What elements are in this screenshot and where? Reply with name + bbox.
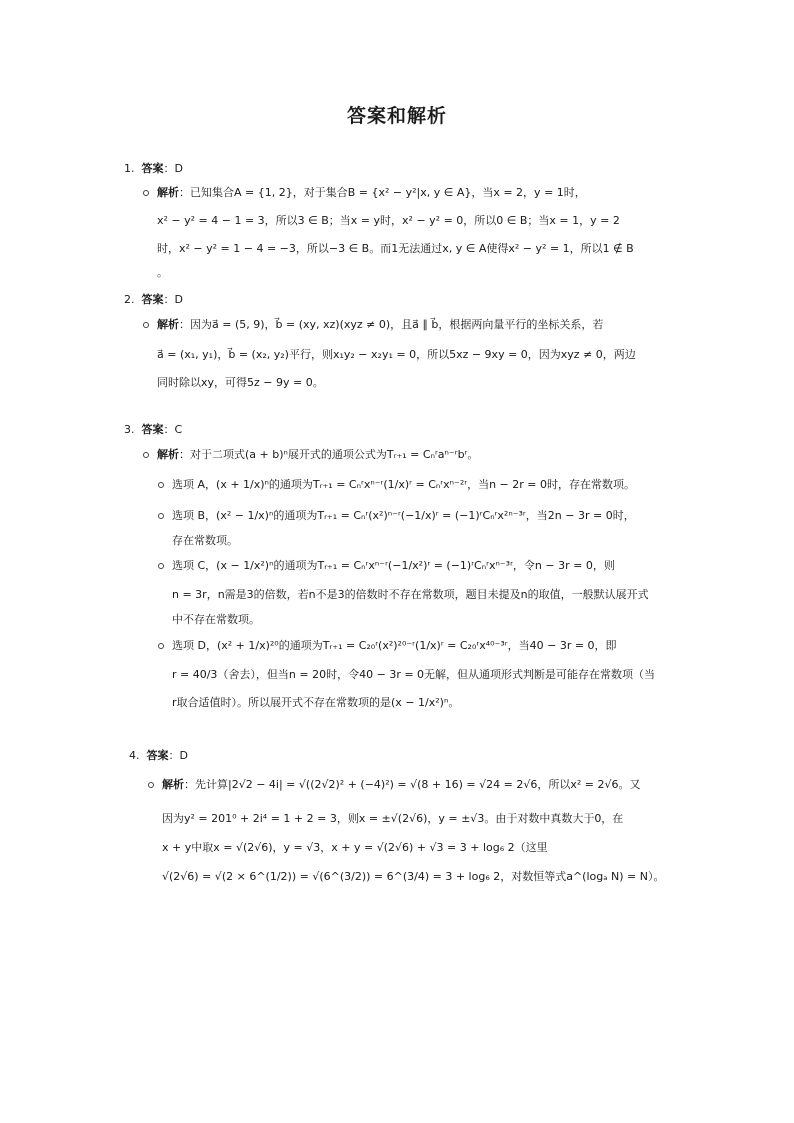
answer-value: ：D — [163, 162, 183, 175]
option-d-line: r = 40/3（舍去），但当n = 20时，令40 − 3r = 0无解，但从通项形式判断是可能存在常数项（当 — [172, 668, 656, 681]
analysis-line — [157, 446, 478, 462]
answer-label: 答案 — [141, 162, 164, 175]
analysis-line: x² − y² = 4 − 1 = 3，所以3 ∈ B；当x = y时，x² − y² = 0，所以0 ∈ B；当x = 1，y = 2 — [157, 214, 620, 227]
analysis-line — [162, 776, 640, 792]
analysis-label: 解析 — [157, 186, 179, 199]
analysis-line: 。 — [157, 266, 168, 279]
answer-value: ：D — [168, 749, 188, 762]
option-a-line: 选项 A，(x + 1/x)ⁿ的通项为Tᵣ₊₁ = Cₙʳxⁿ⁻ʳ(1/x)ʳ = Cₙʳxⁿ⁻²ʳ，当n − 2r = 0时，存在常数项。 — [172, 478, 635, 491]
question-2 — [124, 291, 183, 307]
bullet-icon — [143, 452, 149, 458]
option-d-line: 选项 D，(x² + 1/x)²⁰的通项为Tᵣ₊₁ = C₂₀ʳ(x²)²⁰⁻ʳ(1/x)ʳ = C₂₀ʳx⁴⁰⁻³ʳ，当40 − 3r = 0，即 — [172, 639, 617, 652]
question-number: 4. — [129, 749, 140, 762]
analysis-line: a⃗ = (x₁, y₁)，b⃗ = (x₂, y₂)平行，则x₁y₂ − x₂y₁ = 0，所以5xz − 9xy = 0，因为xyz ≠ 0，两边 — [157, 348, 636, 361]
question-4 — [129, 747, 188, 763]
question-3 — [124, 421, 182, 437]
answer-label: 答案 — [141, 293, 164, 306]
answer-value: ：D — [163, 293, 183, 306]
option-d-line: r取合适值时）。所以展开式不存在常数项的是(x − 1/x²)ⁿ。 — [172, 696, 460, 709]
sub-bullet-icon — [158, 643, 164, 649]
analysis-text: ：已知集合A = {1, 2}，对于集合B = {x² − y²|x, y ∈ A}，当x = 2，y = 1时， — [179, 186, 586, 199]
option-c-line: n = 3r，n需是3的倍数，若n不是3的倍数时不存在常数项，题目未提及n的取值，一般默认展开式 — [172, 588, 649, 601]
question-number: 1. — [124, 162, 135, 175]
analysis-line: 同时除以xy，可得5z − 9y = 0。 — [157, 376, 324, 389]
analysis-text: ：先计算|2√2 − 4i| = √((2√2)² + (−4)²) = √(8 + 16) = √24 = 2√6，所以x² = 2√6。又 — [184, 778, 641, 791]
analysis-line: 时，x² − y² = 1 − 4 = −3，所以−3 ∈ B。而1无法通过x, y ∈ A使得x² − y² = 1，所以1 ∉ B — [157, 242, 634, 255]
analysis-label: 解析 — [157, 318, 179, 331]
answer-label: 答案 — [141, 423, 164, 436]
answer-value: ：C — [163, 423, 183, 436]
answer-label: 答案 — [146, 749, 169, 762]
analysis-line — [157, 184, 586, 200]
question-number: 2. — [124, 293, 135, 306]
option-b-line: 存在常数项。 — [172, 534, 238, 547]
option-b-line: 选项 B，(x² − 1/x)ⁿ的通项为Tᵣ₊₁ = Cₙʳ(x²)ⁿ⁻ʳ(−1/x)ʳ = (−1)ʳCₙʳx²ⁿ⁻³ʳ，当2n − 3r = 0时， — [172, 509, 635, 522]
analysis-line — [157, 316, 603, 332]
question-1 — [124, 160, 183, 176]
analysis-line: 因为y² = 201⁰ + 2i⁴ = 1 + 2 = 3，则x = ±√(2√6)，y = ±√3。由于对数中真数大于0，在 — [162, 812, 624, 825]
analysis-line: x + y中取x = √(2√6)，y = √3，x + y = √(2√6) + √3 = 3 + log₆ 2（这里 — [162, 841, 548, 854]
analysis-line: √(2√6) = √(2 × 6^(1/2)) = √(6^(3/2)) = 6^(3/4) = 3 + log₆ 2，对数恒等式a^(logₐ N) = N）。 — [162, 870, 665, 883]
sub-bullet-icon — [158, 563, 164, 569]
analysis-label: 解析 — [162, 778, 184, 791]
bullet-icon — [148, 782, 154, 788]
analysis-label: 解析 — [157, 448, 179, 461]
question-number: 3. — [124, 423, 135, 436]
analysis-text: ：对于二项式(a + b)ⁿ展开式的通项公式为Tᵣ₊₁ = Cₙʳaⁿ⁻ʳbʳ。 — [179, 448, 479, 461]
analysis-text: ：因为a⃗ = (5, 9)，b⃗ = (xy, xz)(xyz ≠ 0)，且a⃗ ∥ b⃗，根据两向量平行的坐标关系，若 — [179, 318, 604, 331]
sub-bullet-icon — [158, 482, 164, 488]
option-c-line: 选项 C，(x − 1/x²)ⁿ的通项为Tᵣ₊₁ = Cₙʳxⁿ⁻ʳ(−1/x²)ʳ = (−1)ʳCₙʳxⁿ⁻³ʳ，令n − 3r = 0，则 — [172, 559, 615, 572]
option-c-line: 中不存在常数项。 — [172, 613, 260, 626]
bullet-icon — [143, 190, 149, 196]
bullet-icon — [143, 322, 149, 328]
page-title: 答案和解析 — [346, 105, 447, 127]
sub-bullet-icon — [158, 513, 164, 519]
